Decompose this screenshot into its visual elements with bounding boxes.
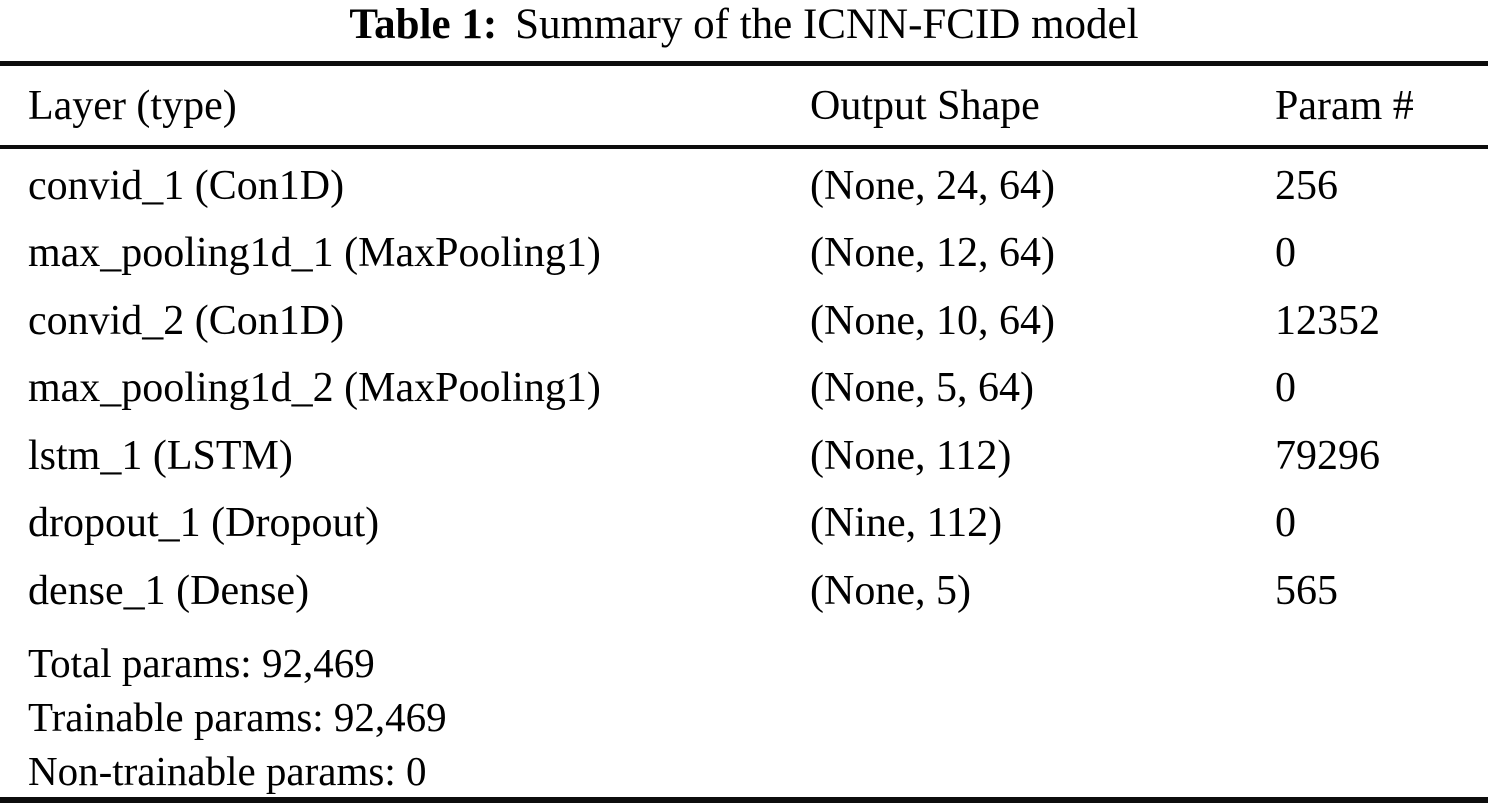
trainable-params-line: Trainable params: 92,469 xyxy=(28,694,447,740)
cell-layer-type: max_pooling1d_1 (MaxPooling1) xyxy=(28,230,601,277)
cell-output-shape: (None, 112) xyxy=(810,432,1012,479)
cell-layer-type: convid_1 (Con1D) xyxy=(28,162,345,209)
cell-param-count: 0 xyxy=(1275,365,1296,412)
table-row xyxy=(0,152,1488,220)
cell-layer-type: lstm_1 (LSTM) xyxy=(28,432,293,479)
table-row xyxy=(0,220,1488,288)
non-trainable-params-line: Non-trainable params: 0 xyxy=(28,748,427,794)
table-header-rule xyxy=(0,145,1488,149)
column-header-layer-type: Layer (type) xyxy=(28,82,237,129)
column-header-param-count: Param # xyxy=(1275,82,1414,129)
cell-param-count: 256 xyxy=(1275,162,1338,209)
table-body xyxy=(0,152,1488,625)
table-caption xyxy=(0,0,1488,50)
total-params-line: Total params: 92,469 xyxy=(28,640,375,686)
cell-output-shape: (None, 5) xyxy=(810,567,971,614)
cell-output-shape: (None, 12, 64) xyxy=(810,230,1055,277)
cell-param-count: 0 xyxy=(1275,230,1296,277)
cell-param-count: 79296 xyxy=(1275,432,1380,479)
cell-param-count: 0 xyxy=(1275,500,1296,547)
cell-layer-type: dense_1 (Dense) xyxy=(28,567,310,614)
table-footer xyxy=(28,636,447,798)
cell-layer-type: dropout_1 (Dropout) xyxy=(28,500,380,547)
table-row xyxy=(0,355,1488,423)
table-row xyxy=(0,490,1488,558)
table-header-row xyxy=(0,66,1488,145)
table-row xyxy=(0,557,1488,625)
cell-param-count: 565 xyxy=(1275,567,1338,614)
cell-output-shape: (None, 24, 64) xyxy=(810,162,1055,209)
cell-output-shape: (Nine, 112) xyxy=(810,500,1003,547)
table-row xyxy=(0,287,1488,355)
table-row xyxy=(0,422,1488,490)
column-header-output-shape: Output Shape xyxy=(810,82,1040,129)
cell-layer-type: convid_2 (Con1D) xyxy=(28,297,345,344)
cell-output-shape: (None, 5, 64) xyxy=(810,365,1034,412)
table-bottom-rule xyxy=(0,797,1488,803)
cell-output-shape: (None, 10, 64) xyxy=(810,297,1055,344)
cell-param-count: 12352 xyxy=(1275,297,1380,344)
cell-layer-type: max_pooling1d_2 (MaxPooling1) xyxy=(28,365,601,412)
table-caption-label: Table 1: xyxy=(349,1,498,48)
table-caption-text: Summary of the ICNN-FCID model xyxy=(515,1,1139,48)
